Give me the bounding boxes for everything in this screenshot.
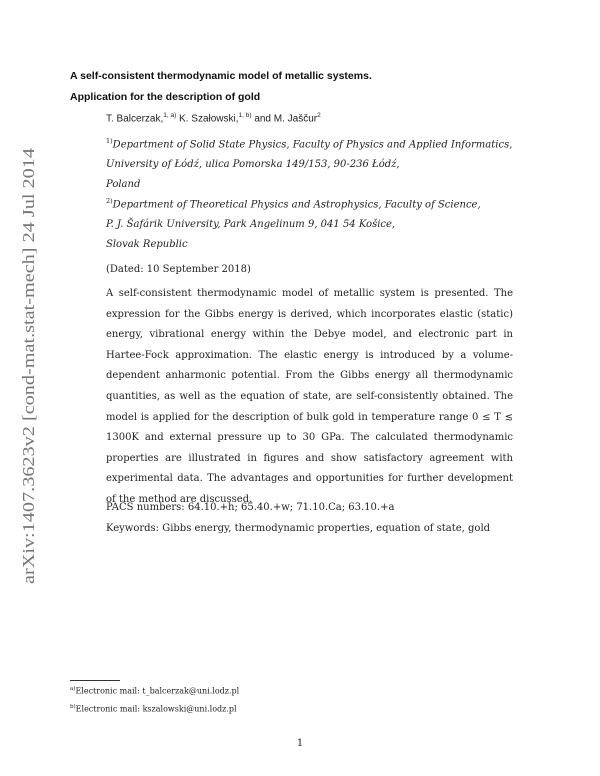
dated-line: (Dated: 10 September 2018) [106, 264, 251, 275]
affiliation-line: Department of Solid State Physics, Faculty of Physics and Applied Informatics, [112, 139, 513, 151]
affiliation-2 [106, 191, 526, 255]
affiliation-line: Poland [106, 179, 141, 191]
footnote-b [70, 704, 237, 714]
paper-title-line-2: Application for the description of gold [70, 91, 261, 103]
affiliation-line: Department of Theoretical Physics and Astrophysics, Faculty of Science, [112, 199, 481, 211]
footnote-a [70, 686, 239, 696]
affiliation-1 [106, 131, 526, 195]
abstract-text: A self-consistent thermodynamic model of metallic system is presented. The expression for the Gibbs energy is derived, which incorporates elastic (static) energy, vibrational energy within the Debye model, and electronic part in Hartee-Fock approximation. The elastic energy is introduced by a volume-dependent anharmonic potential. From the Gibbs energy all thermodynamic quantities, as well as the equation of state, are self-consistently obtained. The model is applied for the description of bulk gold in temperature range 0 ≤ T ≲ 1300K and external pressure up to 30 GPa. The calculated thermodynamic properties are illustrated in figures and show satisfactory agreement with experimental data. The advantages and opportunities for further development of the method are discussed. [106, 288, 513, 505]
author-marks: 2 [317, 112, 321, 119]
affiliation-line: Slovak Republic [106, 239, 188, 251]
keywords: Keywords: Gibbs energy, thermodynamic properties, equation of state, gold [106, 523, 491, 534]
affiliation-line: P. J. Šafárik University, Park Angelinum 9, 041 54 Košice, [106, 219, 396, 231]
author-marks: 1, a) [163, 112, 177, 119]
footnote-mark: b) [70, 704, 76, 710]
footnote-mark: a) [70, 686, 76, 692]
footnote-email: Electronic mail: t_balcerzak@uni.lodz.pl [75, 686, 240, 696]
title-block [70, 66, 540, 108]
author-name: K. Szałowski, [179, 113, 239, 125]
affiliation-mark: 2) [106, 197, 113, 205]
affiliation-line: University of Łódź, ulica Pomorska 149/153, 90-236 Łódź, [106, 159, 400, 171]
paper-title-line-1: A self-consistent thermodynamic model of metallic systems. [70, 70, 372, 82]
pacs-numbers: PACS numbers: 64.10.+h; 65.40.+w; 71.10.Ca; 63.10.+a [106, 502, 395, 513]
affiliation-mark: 1) [106, 137, 113, 145]
author-marks: 1, b) [238, 112, 252, 119]
footnote-rule [70, 680, 120, 681]
footnote-email: Electronic mail: kszalowski@uni.lodz.pl [75, 704, 237, 714]
author-name: and M. Jaščur [254, 113, 318, 125]
author-name: T. Balcerzak, [106, 113, 164, 125]
author-list [106, 112, 321, 124]
page-number: 1 [296, 738, 304, 749]
arxiv-identifier-stamp [12, 148, 42, 584]
arxiv-identifier-text: arXiv:1407.3623v2 [cond-mat.stat-mech] 24 Jul 2014 [19, 217, 38, 584]
